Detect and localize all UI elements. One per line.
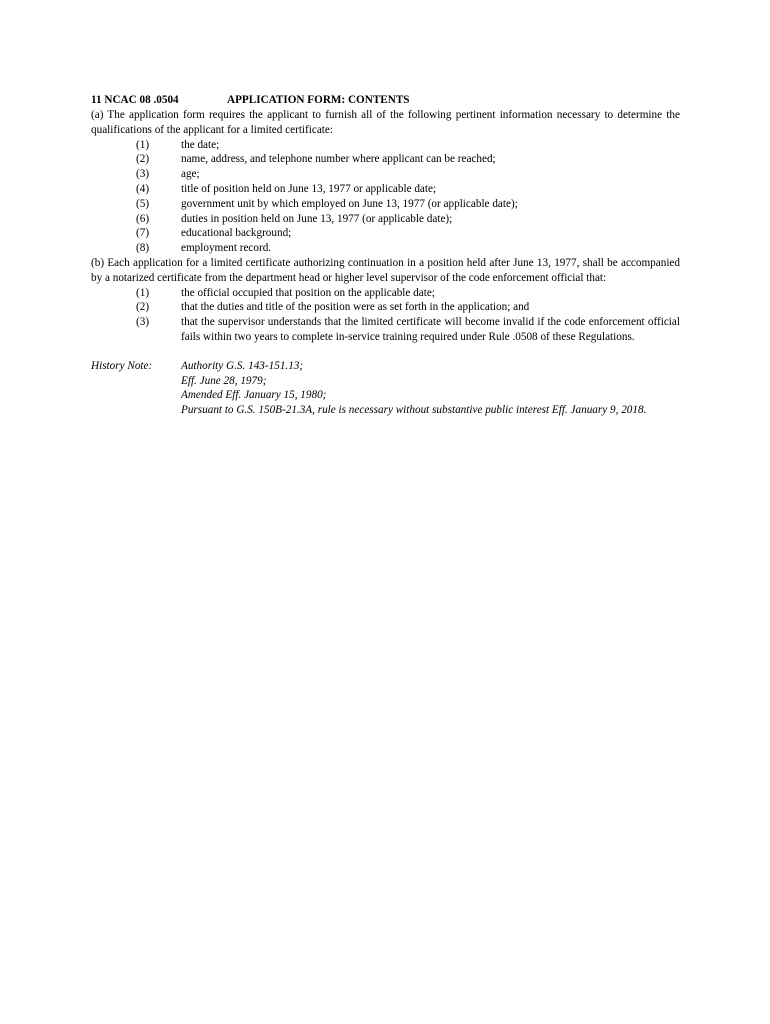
list-item-text: the official occupied that position on the applicable date; [181,286,435,299]
list-item [91,286,680,301]
history-entry: Pursuant to G.S. 150B-21.3A, rule is necessary without substantive public interest Eff. January 9, 2018. [181,404,647,417]
list-item-text: duties in position held on June 13, 1977 (or applicable date); [181,212,453,225]
list-item-number: (4) [136,182,150,195]
list-item [91,182,680,197]
list-item [91,152,680,167]
list-item [91,138,680,153]
history-note-label: History Note: [91,359,153,372]
list-item-number: (3) [136,316,150,329]
rule-heading [91,93,680,108]
list-item-text: that the duties and title of the position were as set forth in the application; and [181,301,530,314]
history-entry: Amended Eff. January 15, 1980; [181,389,327,402]
document-page [91,93,680,418]
list-item-text: educational background; [181,227,292,240]
list-item-number: (5) [136,197,150,210]
list-item [91,226,680,241]
rule-id: 11 NCAC 08 .0504 [91,94,179,106]
history-note-entries [91,359,680,418]
list-item-number: (3) [136,168,150,181]
list-item [91,241,680,256]
history-entry: Eff. June 28, 1979; [181,374,267,387]
list-item-number: (1) [136,138,150,151]
history-note [91,359,680,418]
list-item [91,212,680,227]
rule-title: APPLICATION FORM: CONTENTS [227,94,410,106]
list-item-text: that the supervisor understands that the limited certificate will become invalid if the code enforcement official fails within two years to complete in-service training required under Rule .0508 of these Regulations. [181,316,680,343]
list-item-number: (6) [136,212,150,225]
list-item-number: (2) [136,301,150,314]
list-item-text: title of position held on June 13, 1977 or applicable date; [181,182,437,195]
section-spacer [91,345,680,359]
list-item-number: (8) [136,242,150,255]
section-a-list [91,138,680,256]
list-item [91,167,680,182]
list-item-number: (7) [136,227,150,240]
list-item-number: (1) [136,286,150,299]
list-item-text: name, address, and telephone number where applicant can be reached; [181,153,496,166]
list-item [91,300,680,315]
list-item [91,197,680,212]
list-item-number: (2) [136,153,150,166]
section-a-intro: (a) The application form requires the applicant to furnish all of the following pertinent information necessary to determine the qualifications of the applicant for a limited certificate: [91,109,680,136]
section-b-intro: (b) Each application for a limited certificate authorizing continuation in a position held after June 13, 1977, shall be accompanied by a notarized certificate from the department head or higher level supervisor of the code enforcement official that: [91,256,680,284]
list-item-text: employment record. [181,242,272,255]
section-b-list [91,286,680,345]
list-item-text: age; [181,168,200,181]
list-item [91,315,680,345]
list-item-text: the date; [181,138,220,151]
history-entry: Authority G.S. 143-151.13; [181,359,304,372]
list-item-text: government unit by which employed on June 13, 1977 (or applicable date); [181,197,518,210]
